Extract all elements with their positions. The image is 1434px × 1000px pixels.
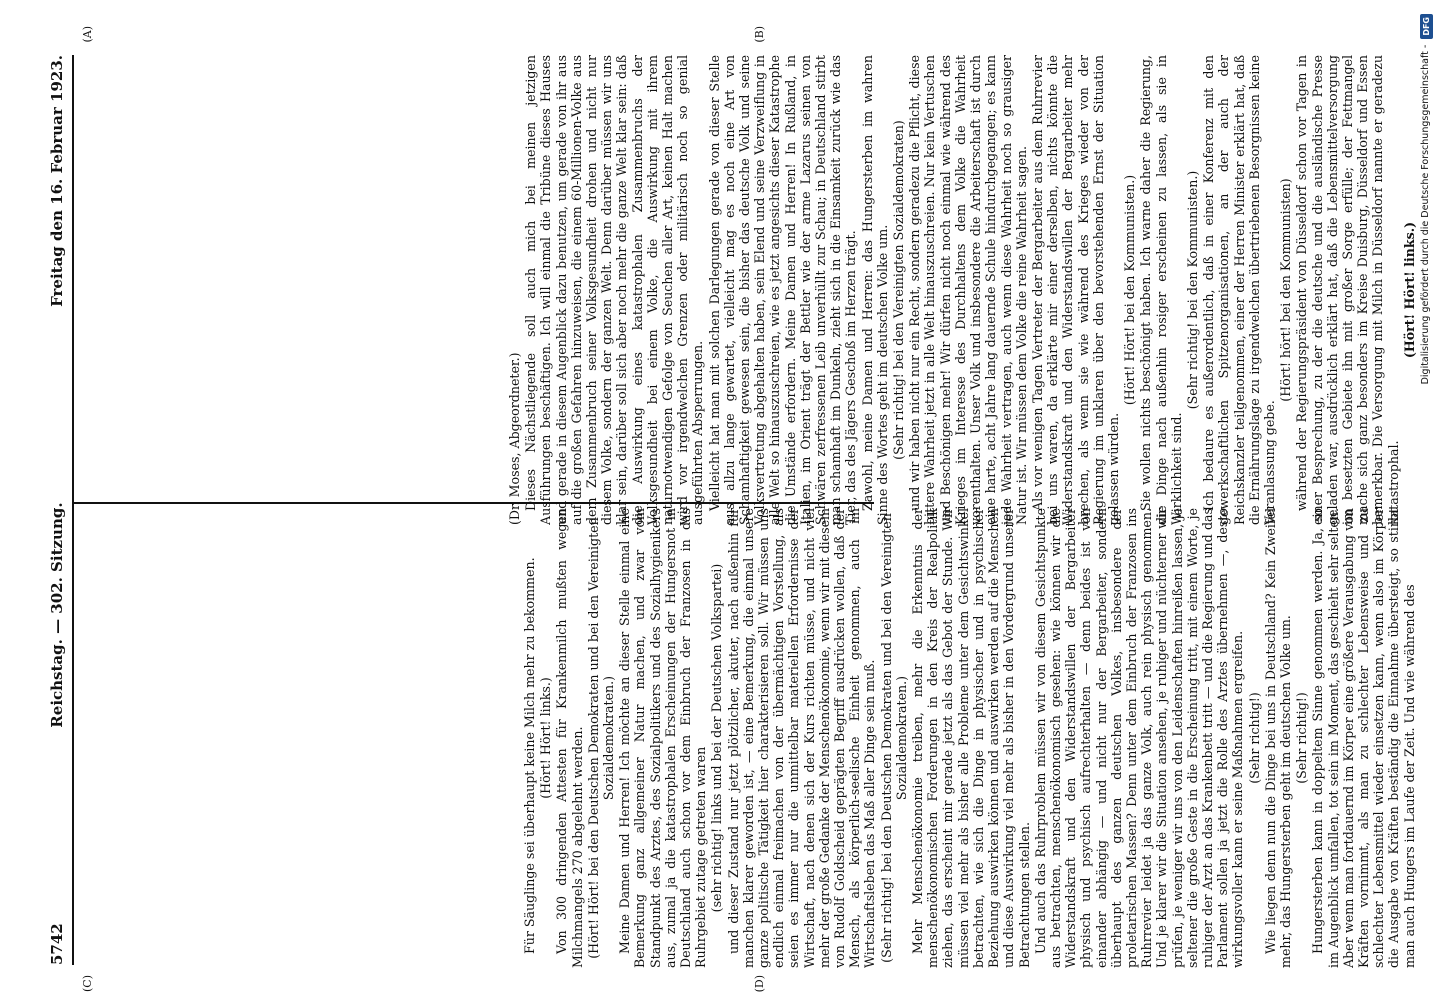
interjection: (Hört! Hört! links.) bbox=[1401, 221, 1417, 359]
paragraph: Und auch das Ruhrproblem müssen wir von diesem Gesichtspunkte aus betrachten, menschenökonomisch gesehen: wie können wir die Widerstandskraft und den Widerstandswillen der Bergarbeiter physisch und psychisch aufrechterhalten — denn beides ist von einander abhängig — und nicht nur der Bergarbeiter, sondern überhaupt des ganzen deutschen Volkes, insbesondere der proletarischen Massen? Denn unter dem Einbruch der Franzosen ins Ruhrrevier leidet ja das ganze Volk, auch rein physisch genommen. Und je klarer wir die Situation ansehen, je ruhiger und nüchterner wir prüfen, je weniger wir uns von den Leidenschaften hinreißen lassen, je seltener die große Geste in die Erscheinung tritt, mit einem Worte, je ruhiger der Arzt an das Krankenbett tritt — und die Regierung und das Parlament sollen ja jetzt die Rolle des Arztes übernehmen —, desto wirkungsvoller kann er seine Maßnahmen ergreifen. bbox=[1032, 508, 1246, 968]
margin-letter-b: (B) bbox=[753, 26, 766, 43]
digitization-note bbox=[1418, 14, 1434, 984]
paragraph: Meine Damen und Herren! Ich möchte an dieser Stelle einmal eine Bemerkung ganz allgemeiner Natur machen, und zwar vom Standpunkt des Arztes, des Sozialpolitikers und des Sozialhygienikers aus, zumal ja die katastrophalen Erscheinungen der Hungersnot in Deutschland auch schon vor dem Einbruch der Franzosen in das Ruhrgebiet zutage getreten waren bbox=[617, 508, 709, 968]
paragraph: Mehr Menschenökonomie treiben, mehr die Erkenntnis der menschenökonomischen Forderungen in den Kreis der Realpolitik ziehen, das erscheint mir gerade jetzt als das Gebot der Stunde. Wir müssen viel mehr als bisher alle Probleme unter dem Gesichtswinkel betrachten, wie sich die Dinge in physischer und in psychischer Beziehung auswirken können und auswirken werden auf die Menschen und diese Auswirkung viel mehr als bisher in den Vordergrund unserer Betrachtungen stellen. bbox=[910, 508, 1032, 968]
interjection: (Sehr richtig! bei den Deutschen Demokraten und bei den Vereinigten Sozialdemokraten.) bbox=[878, 513, 910, 963]
paragraph: Vielleicht hat man mit solchen Darlegungen gerade von dieser Stelle aus allzu lange gewartet, vielleicht mag es noch eine Art von Schamhaftigkeit gewesen sein, die bisher das deutsche Volk und seine Volksvertretung abgehalten haben, sein Elend und seine Verzweiflung in alle Welt so hinauszuschreien, wie es jetzt angesichts dieser Katastrophe die Umstände erfordern. Meine Damen und Herren! In Rußland, in Italien, im Orient trägt der Bettler wie der arme Lazarus seinen von Schwären zerfressenen Leib unverhüllt zur Schau; in Deutschland stirbt man schamhaft im Dunkeln, zieht sich in die Einsamkeit zurück wie das Tier, das des Jägers Geschoß im Herzen trägt. bbox=[706, 55, 859, 525]
margin-letter-c: (C) bbox=[81, 975, 94, 992]
margin-letter-d: (D) bbox=[753, 975, 766, 993]
left-column bbox=[80, 55, 1418, 525]
interjection: (Hört! Hört! bei den Deutschen Demokraten und bei den Vereinigten Sozialdemokraten.) bbox=[586, 517, 617, 959]
paragraph: während der Regierungspräsident von Düsseldorf schon vor Tagen in einer Besprechung, zu der die deutsche und die ausländische Presse geladen war, ausdrücklich erklärt hat, daß die Lebensmittelversorgung im besetzten Gebiete ihn mit großer Sorge erfülle; der Fettmangel mache sich ganz besonders im Kreise Duisburg, Düsseldorf und Essen bemerkbar. Die Versorgung mit Milch in Düsseldorf nannte er geradezu katastrophal. bbox=[1294, 55, 1401, 525]
interjection: (Sehr richtig!) bbox=[1246, 692, 1262, 784]
digitization-text: Digitalisierung gefördert durch die Deutsche Forschungsgemeinschaft - bbox=[1420, 44, 1431, 385]
paragraph: Hungersterben kann in doppeltem Sinne genommen werden. Ja, so im Augenblick umfallen, tot sein im Moment, das geschieht sehr selten. Aber wenn man fortdauernd im Körper eine größere Verausgabung von Kräften vornimmt, als man zu schlechter Lebensweise und zu schlechter Lebensmittel wieder einsetzen kann, wenn also im Körper die Ausgabe von Kräften beständig die Einnahme übersteigt, so stirbt man auch Hungers im Laufe der Zeit. Und wie während des bbox=[1310, 508, 1417, 968]
paragraph: und wir haben nicht nur ein Recht, sondern geradezu die Pflicht, diese bittere Wahrheit jetzt in alle Welt hinauszuschreien. Nur kein Vertuschen und Beschönigen mehr! Wir dürfen nicht noch einmal wie während des Krieges im Interesse des Durchhaltens dem Volke die Wahrheit vorenthalten. Unser Volk und insbesondere die Arbeiterschaft ist durch eine harte, acht Jahre lang dauernde Schule hindurchgegangen; es kann jede Wahrheit vertragen, auch wenn diese Wahrheit noch so grausiger Natur ist. Wir müssen dem Volke die reine Wahrheit sagen. bbox=[907, 55, 1029, 525]
paragraph: Dieses Nächstliegende soll auch mich bei meinen jetzigen Ausführungen beschäftigen. Ich will einmal die Tribüne dieses Hauses und gerade in diesem Augenblick dazu benutzen, um gerade von ihr aus auf die großen Gefahren hinzuweisen, die einem 60-Millionen-Volke aus dem Zusammenbruch seiner Volksgesundheit drohen und nicht nur diesem Volke, sondern der ganzen Welt. Denn darüber müssen wir uns klar sein, darüber soll sich aber noch mehr die ganze Welt klar sein: daß die Auswirkung eines katastrophalen Zusammenbruchs der Volksgesundheit bei einem Volke, die Auswirkung mit ihrem naturnotwendigen Gefolge von Seuchen aller Art, keinen Halt machen wird vor irgendwelchen Grenzen oder militärisch noch so genial ausgeführten Absperrungen. bbox=[523, 55, 706, 525]
interjection: (Hört! Hört! links.) bbox=[538, 677, 554, 799]
interjection: (Sehr richtig!) bbox=[1294, 692, 1310, 784]
paragraph: Als vor wenigen Tagen Vertreter der Bergarbeiter aus dem Ruhrrevier bei uns waren, da erklärte mir einer derselben, nichts könnte die Widerstandskraft und den Widerstandswillen der Bergarbeiter mehr brechen, als wenn sie wie während des Krieges wieder von der Regierung im unklaren über den bevorstehenden Ernst der Situation gelassen würden. bbox=[1029, 55, 1121, 525]
left-column-text bbox=[507, 55, 1418, 525]
paragraph: Von 300 dringenden Attesten für Krankenmilch mußten wegen Milchmangels 270 abgelehnt werden. bbox=[554, 508, 585, 968]
header-rule bbox=[72, 55, 74, 965]
right-column bbox=[80, 508, 1418, 968]
session-title: Reichstag. — 302. Sitzung. bbox=[48, 502, 66, 728]
paragraph: Wie liegen denn nun die Dinge bei uns in Deutschland? Kein Zweifel mehr, das Hungersterben geht im deutschen Volke um. bbox=[1262, 508, 1294, 968]
speaker-line: (Dr. Moses, Abgeordneter.) bbox=[507, 352, 523, 525]
paragraph: und dieser Zustand nur jetzt plötzlicher, akuter, nach außenhin für manchen klarer geworden ist, — eine Bemerkung, die einmal unsere ganze politische Tätigkeit hier charakterisieren soll. Wir müssen uns endlich einmal freimachen von der übermächtigen Vorstellung, als seien es immer nur die unmittelbar materiellen Erfordernisse der Wirtschaft, nach denen sich der Kurs richten müsse, und nicht viel mehr der große Gedanke der Menschenökonomie, wenn wir mit diesem von Rudolf Goldscheid geprägten Begriff ausdrücken wollen, daß der Mensch, als körperlich-seelische Einheit genommen, auch im Wirtschaftsleben das Maß aller Dinge sein muß. bbox=[725, 508, 878, 968]
interjection: (Hört! hört! bei den Kommunisten) bbox=[1278, 178, 1294, 402]
paragraph: Ich bedaure es außerordentlich, daß in einer Konferenz mit den gewerkschaftlichen Spitzenorganisationen, an der auch der Reichskanzler teilgenommen, einer der Herren Minister erklärt hat, daß die Ernährungslage zu irgendwelchen übertriebenen Besorgnissen keine Veranlassung gebe. bbox=[1201, 55, 1277, 525]
page-number: 5742 bbox=[48, 923, 66, 965]
interjection: (Hört! Hört! bei den Kommunisten.) bbox=[1122, 174, 1138, 406]
digitization-strip bbox=[1418, 14, 1434, 984]
paragraph: Für Säuglinge sei überhaupt keine Milch mehr zu bekommen. bbox=[522, 557, 538, 954]
session-date: Freitag den 16. Februar 1923. bbox=[48, 55, 66, 307]
paragraph: Sie wollen nichts beschönigt haben. Ich warne daher die Regierung, die Dinge nach außenhin rosiger erscheinen zu lassen, als sie in Wirklichkeit sind. bbox=[1138, 55, 1184, 525]
interjection: (sehr richtig! links und bei der Deutschen Volkspartei) bbox=[709, 563, 725, 913]
interjection: (Sehr richtig! bei den Kommunisten.) bbox=[1184, 170, 1200, 410]
interjection: (Sehr richtig! bei den Vereinigten Sozialdemokraten) bbox=[891, 120, 907, 460]
right-column-text bbox=[522, 508, 1418, 968]
margin-letter-a: (A) bbox=[81, 26, 94, 43]
running-head bbox=[46, 55, 68, 965]
dfg-logo: DFG bbox=[1420, 14, 1433, 39]
paragraph: Zawohl, meine Damen und Herren: das Hungersterben im wahren Sinne des Wortes geht im deutschen Volke um. bbox=[859, 55, 890, 525]
